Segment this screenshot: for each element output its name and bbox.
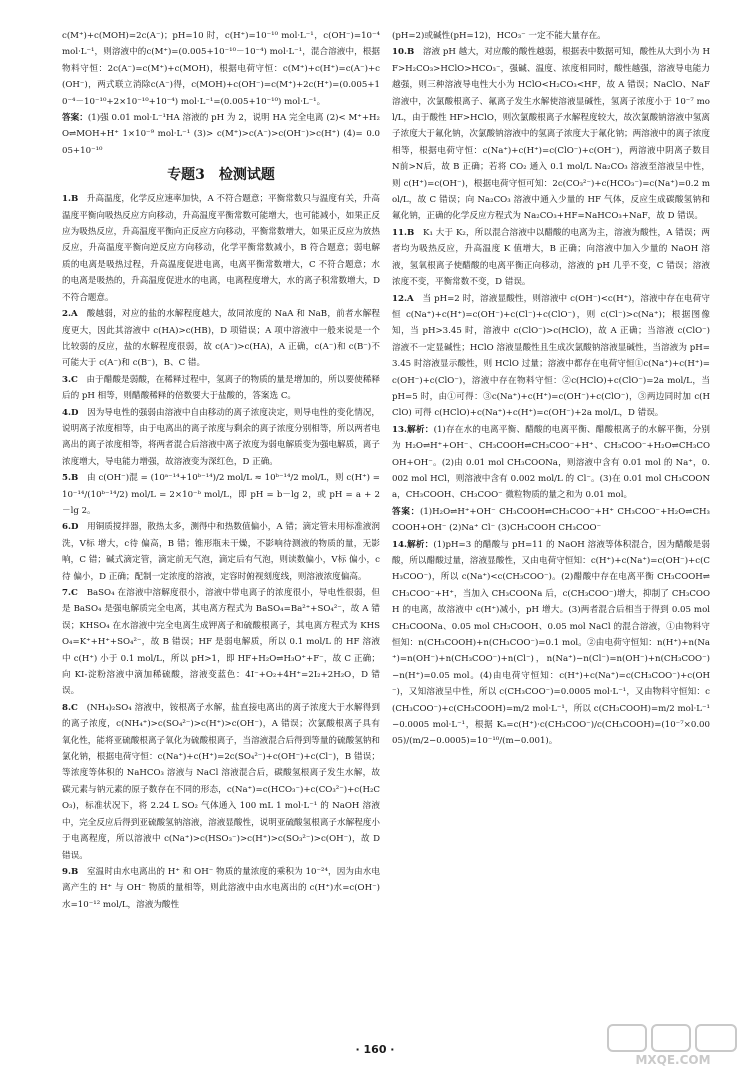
item-number: 12.A: [392, 293, 414, 304]
list-item: [392, 291, 710, 422]
item-text: 由于醋酸是弱酸，在稀释过程中，氢离子的物质的量是增加的，所以要使稀释后的 pH 相等，则醋酸稀释的倍数要大于盐酸的，答案选 C。: [62, 374, 380, 402]
item-number: 7.C: [62, 588, 78, 598]
list-item: [392, 225, 710, 291]
list-item: [62, 700, 380, 864]
item-number: 答案：: [392, 506, 420, 517]
list-item: [62, 191, 380, 306]
item-text: 由 c(OH⁻)混 = (10ᵃ⁻¹⁴+10ᵇ⁻¹⁴)/2 mol/L ≈ 10ᵇ⁻¹⁴/2 mol/L，则 c(H⁺) = 10⁻¹⁴/(10ᵇ⁻¹⁴/2) mol/L = 2×10⁻ᵇ mol/L，即 pH = b－lg 2，或 pH = a + 2－lg 2。: [62, 473, 380, 516]
item-number: 14.解析：: [392, 539, 434, 550]
list-item: [392, 537, 710, 750]
list-item: [392, 504, 710, 537]
list-item: [392, 422, 710, 504]
right-column: [392, 28, 710, 750]
item-text: (1)存在水的电离平衡、醋酸的电离平衡、醋酸根离子的水解平衡，分别为 H₂O⇌H⁺+OH⁻、CH₃COOH⇌CH₃COO⁻+H⁺、CH₃COO⁻+H₂O⇌CH₃COOH+OH⁻。(2)由 0.01 mol CH₃COONa，则溶液中含有 0.01 mol 的 Na⁺，0.002 mol HCl，则溶液中含有 0.002 mol/L 的 Cl⁻。(3)在 0.01 mol CH₃COONa，CH₃COOH、CH₃COO⁻ 微粒物质的量之和为 0.01 mol。: [392, 424, 710, 501]
item-text: 因为导电性的强弱由溶液中自由移动的离子浓度决定，则导电性的变化情况，说明离子浓度相等，由于电离出的离子浓度与剩余的离子浓度分别相等，所以两者电离出的离子浓度相等，将两者混合后溶液中离子浓度为弱电解质变为强电解质，离子浓度增大，导电能力增强，故溶液变为深红色，D 正确。: [62, 407, 380, 467]
item-text: 溶液 pH 越大，对应酸的酸性越弱，根据表中数据可知，酸性从大到小为 HF>H₂CO₃>HClO>HCO₃⁻，强碱、温度、浓度相同时，酸性越强，溶液导电能力越强，则三种溶液导电性大小为 HClO<H₂CO₃<HF，故 A 错误；NaClO、NaF 溶液中，次氯酸根离子、氟离子发生水解使溶液显碱性，氢离子浓度小于 10⁻⁷ mol/L，由于酸性 HF>HClO，则次氯酸根离子水解程度较大，故次氯酸钠溶液中氢离子浓度大于氟化钠，次氯酸钠溶液中的氢离子浓度大于氟化钠；两溶液中的离子浓度相等，根据电荷守恒：c(Na⁺)+c(H⁺)=c(ClO⁻)+c(OH⁻)，两溶液中阴离子数目 N前>N后，故 B 正确；若将 CO₂ 通入 0.1 mol/L Na₂CO₃ 溶液至溶液呈中性，则 c(H⁺)=c(OH⁻)，根据电荷守恒可知：2c(CO₃²⁻)+c(HCO₃⁻)=c(Na⁺)=0.2 mol/L，故 C 错误；向 Na₂CO₃ 溶液中通入少量的 HF 气体，反应生成碳酸氢钠和氟化钠，正确的化学反应方程式为 Na₂CO₃+HF=NaHCO₃+NaF，故 D 错误。: [392, 47, 710, 222]
item-number: 11.B: [392, 227, 415, 238]
list-item: [62, 585, 380, 700]
right-intro-paragraph: (pH=2)或碱性(pH=12)，HCO₃⁻ 一定不能大量存在。: [392, 31, 606, 41]
svg-text:MXQE.COM: MXQE.COM: [635, 1053, 711, 1067]
item-text: 室温时由水电离出的 H⁺ 和 OH⁻ 物质的量浓度的乘积为 10⁻²⁴，因为由水电离产生的 H⁺ 与 OH⁻ 物质的量相等，则此溶液中由水电离出的 c(H⁺)水=c(OH⁻)水=10⁻¹² mol/L，溶液为酸性: [62, 866, 380, 910]
list-item: [62, 306, 380, 372]
item-number: 9.B: [62, 866, 79, 877]
item-text: (1)pH=3 的醋酸与 pH=11 的 NaOH 溶液等体积混合，因为醋酸是弱酸，所以醋酸过量，溶液显酸性，又由电荷守恒知：c(H⁺)+c(Na⁺)=c(OH⁻)+c(CH₃COO⁻)，所以 c(Na⁺)<c(CH₃COO⁻)。(2)醋酸中存在电离平衡 CH₃COOH⇌CH₃COO⁻+H⁺，当加入 CH₃COONa 后，c(CH₃COO⁻)增大，抑制了 CH₃COOH 的电离，故溶液中 c(H⁺)减小，pH 增大。(3)两者混合后相当于得到 0.05 mol CH₃COONa、0.05 mol CH₃COOH、0.05 mol NaCl 的混合溶液，①由物料守恒知：n(CH₃COOH)+n(CH₃COO⁻)=0.1 mol。②由电荷守恒知：n(H⁺)+n(Na⁺)=n(OH⁻)+n(CH₃COO⁻)+n(Cl⁻)，n(Na⁺)−n(Cl⁻)=n(OH⁻)+n(CH₃COO⁻)−n(H⁺)=0.05 mol。(4)由电荷守恒知：c(H⁺)+c(Na⁺)=c(CH₃COO⁻)+c(OH⁻)，又知溶液呈中性，所以 c(CH₃COO⁻)=0.0005 mol·L⁻¹，又由物料守恒知：c(CH₃COO⁻)+c(CH₃COOH)=m/2 mol·L⁻¹，所以 c(CH₃COOH)=m/2 mol·L⁻¹−0.0005 mol·L⁻¹，根据 Kₐ=c(H⁺)·c(CH₃COO⁻)/c(CH₃COOH)=(10⁻⁷×0.0005)/(m/2−0.0005)=10⁻¹⁰/(m−0.001)。: [392, 539, 711, 747]
list-item: [62, 372, 380, 405]
left-column: [62, 28, 380, 913]
section-title: 专题3 检测试题: [167, 167, 275, 184]
item-number: 8.C: [62, 702, 78, 713]
item-number: 1.B: [62, 194, 79, 205]
item-number: 2.A: [62, 309, 78, 320]
list-item: [392, 44, 710, 224]
watermark-logo: [604, 1022, 742, 1068]
item-text: K₁ 大于 K₂，所以混合溶液中以醋酸的电离为主，溶液为酸性，A 错误；两者均为吸热反应，升高温度 K 值增大，B 正确；向溶液中加入少量的 NaOH 溶液，氢氧根离子使醋酸的电离平衡正向移动，溶液的 pH 几乎不变，C 错误；溶液浓度不变，平衡常数不变，D 错误。: [392, 227, 710, 288]
item-text: 当 pH=2 时，溶液显酸性，则溶液中 c(OH⁻)<c(H⁺)，溶液中存在电荷守恒 c(Na⁺)+c(H⁺)=c(OH⁻)+c(Cl⁻)+c(ClO⁻)，则 c(Cl⁻)>c(Na⁺)；根据图像知，当 pH>3.45 时，溶液中 c(ClO⁻)>c(HClO)，故 A 正确；当溶液 c(ClO⁻) 溶液不一定显碱性；HClO 溶液显酸性且生成次氯酸钠溶液显碱性，当溶液为 pH=3.45 时溶液显示酸性，则 HClO 过量；溶液中都存在电荷守恒①c(Na⁺)+c(H⁺)=c(OH⁻)+c(ClO⁻)，溶液中存在物料守恒：②c(HClO)+c(ClO⁻)=2a mol/L，当 pH=5 时，由①可得：③c(Na⁺)+c(H⁺)=c(OH⁻)+c(ClO⁻)，③两边同时加 c(HClO) 可得 c(HClO)+c(Na⁺)+c(H⁺)=c(OH⁻)+2a mol/L，D 错误。: [392, 293, 710, 419]
list-item: [62, 864, 380, 913]
item-number: 6.D: [62, 522, 79, 533]
item-number: 3.C: [62, 374, 78, 385]
page-number: · 160 ·: [355, 1043, 395, 1056]
answer-text: (1)强 0.01 mol·L⁻¹HA 溶液的 pH 为 2，说明 HA 完全电离 (2)< M⁺+H₂O⇌MOH+H⁺ 1×10⁻⁹ mol·L⁻¹ (3)> c(M⁺)>c(A⁻)>c(OH⁻)>c(H⁺) (4)= 0.005+10⁻¹⁰: [62, 113, 380, 156]
list-item: [62, 519, 380, 585]
list-item: [62, 470, 380, 519]
list-item: [62, 405, 380, 471]
item-text: (1)H₂O⇌H⁺+OH⁻ CH₃COOH⇌CH₃COO⁻+H⁺ CH₃COO⁻+H₂O⇌CH₃COOH+OH⁻ (2)Na⁺ Cl⁻ (3)CH₃COOH CH₃COO⁻: [392, 506, 710, 534]
item-text: 升高温度，化学反应速率加快，A 不符合题意；平衡常数只与温度有关，升高温度平衡向吸热反应方向移动，升高温度平衡常数可能增大，也可能减小，如果正反应为吸热反应，升高温度平衡向正反应方向移动，平衡常数增大，如果正反应为放热反应，升高温度平衡向逆反应方向移动，化学平衡常数减小，B 符合题意；弱电解质的电离是吸热过程，升高温度促进电离，电离平衡常数增大，C 不符合题意；水的电离是吸热的，升高温度促进水的电离，电离程度增大，水的离子积常数增大，D 不符合题意。: [62, 194, 380, 303]
item-text: 用铜质搅拌器，散热太多，测得中和热数值偏小，A 错；滴定管未用标准液润洗，V标 增大，c待 偏高，B 错；锥形瓶未干燥，不影响待测液的物质的量，无影响，C 错；碱式滴定管，滴定前无气泡，滴定后有气泡，则读数偏小，V标 偏小，c待 偏小，D 正确；配制一定浓度的溶液，定容时俯视刻度线，则溶液浓度偏高。: [62, 522, 380, 582]
item-number: 13.解析：: [392, 424, 434, 435]
item-text: (NH₄)₂SO₄ 溶液中，铵根离子水解，盐直接电离出的离子浓度大于水解得到的离子浓度，c(NH₄⁺)>c(SO₄²⁻)>c(H⁺)>c(OH⁻)，A 错误；次氯酸根离子具有氧化性，能将亚硫酸根离子氧化为硫酸根离子，当溶液混合后得到等量的硫酸氢钠和氯化钠，根据电荷守恒：c(Na⁺)+c(H⁺)=2c(SO₄²⁻)+c(OH⁻)+c(Cl⁻)，B 错误；等浓度等体积的 NaHCO₃ 溶液与 NaCl 溶液混合后，碳酸氢根离子发生水解，故碳元素与钠元素的原子数存在不同的形态，c(Na⁺)=c(HCO₃⁻)+c(CO₃²⁻)+c(H₂CO₃)，标准状况下，将 2.24 L SO₂ 气体通入 100 mL 1 mol·L⁻¹ 的 NaOH 溶液中，完全反应后得到亚硫酸氢钠溶液，溶液显酸性，说明亚硫酸氢根离子水解程度小于电离程度，所以溶液中 c(Na⁺)>c(HSO₃⁻)>c(H⁺)>c(SO₃²⁻)>c(OH⁻)，故 D 错误。: [62, 702, 380, 861]
left-intro-paragraph: c(M⁺)+c(MOH)=2c(A⁻)；pH=10 时，c(H⁺)=10⁻¹⁰ mol·L⁻¹，c(OH⁻)=10⁻⁴ mol·L⁻¹，则溶液中的c(M⁺)=(0.005+10⁻¹⁰－10⁻⁴) mol·L⁻¹，混合溶液中，根据物料守恒：2c(A⁻)=c(M⁺)+c(MOH)，根据电荷守恒：c(M⁺)+c(H⁺)=c(A⁻)+c(OH⁻)，两式联立消除c(A⁻)得，c(MOH)+c(OH⁻)=c(M⁺)+2c(H⁺)=(0.005+10⁻⁴－10⁻¹⁰+2×10⁻¹⁰+10⁻⁴) mol·L⁻¹=(0.005+10⁻¹⁰) mol·L⁻¹。: [62, 31, 380, 107]
item-text: 酸越弱，对应的盐的水解程度越大，故同浓度的 NaA 和 NaB，前者水解程度更大，因此其溶液中 c(HA)>c(HB)，D 项错误；A 项中溶液中一般来说是一个比较弱的反应，盐的水解程度很弱，故 c(A⁻)>c(HA)，A 正确，c(A⁻)和 c(B⁻)不可能大于 c(A⁻)和 c(B⁻)，B、C 错。: [62, 309, 380, 369]
item-text: BaSO₄ 在溶液中溶解度很小，溶液中带电离子的浓度很小，导电性很弱，但是 BaSO₄ 是强电解质完全电离，其电离方程式为 BaSO₄=Ba²⁺+SO₄²⁻，故 A 错误；KHSO₄ 在水溶液中完全电离生成钾离子和硫酸根离子，其电离方程式为 KHSO₄=K⁺+H⁺+SO₄²⁻，故 B 错误；HF 是弱电解质，所以 0.1 mol/L 的 HF 溶液中 c(H⁺) 小于 0.1 mol/L，所以 pH>1，即 HF+H₂O⇌H₃O⁺+F⁻，故 C 正确；向 KI-淀粉溶液中滴加稀硫酸，溶液变蓝色：4I⁻+O₂+4H⁺=2I₂+2H₂O，D 错误。: [62, 588, 380, 697]
answer-label: 答案：: [62, 113, 88, 124]
item-number: 10.B: [392, 47, 415, 58]
item-number: 4.D: [62, 407, 79, 418]
item-number: 5.B: [62, 473, 79, 484]
left-answer: [62, 110, 380, 159]
